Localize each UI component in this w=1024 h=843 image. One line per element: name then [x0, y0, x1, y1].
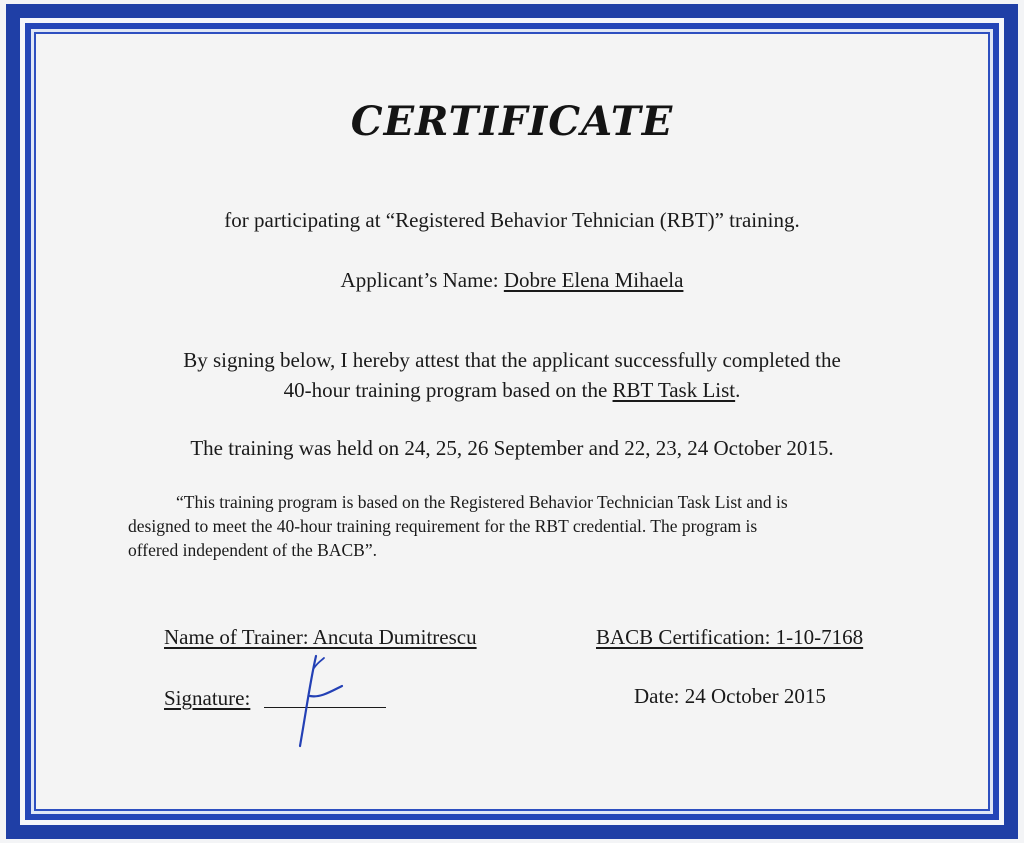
participation-line: for participating at “Registered Behavior Tehnician (RBT)” training.	[224, 208, 800, 232]
trainer-name: Name of Trainer: Ancuta Dumitrescu	[164, 625, 477, 649]
applicant-line	[0, 268, 1024, 293]
applicant-name: Dobre Elena Mihaela	[503, 268, 684, 292]
quote-line-2: designed to meet the 40-hour training requirement for the RBT credential. The program is	[128, 516, 758, 536]
handwritten-signature	[270, 652, 360, 752]
training-dates-line: The training was held on 24, 25, 26 September and 22, 23, 24 October 2015.	[190, 436, 834, 460]
rbt-task-list-reference: RBT Task List	[612, 378, 736, 402]
certificate-date: Date: 24 October 2015	[634, 684, 826, 708]
bacb-certification-number: BACB Certification: 1-10-7168	[596, 625, 864, 649]
attest-line-2-suffix: .	[735, 378, 741, 402]
attest-line-2-prefix: 40-hour training program based on the	[283, 378, 608, 402]
attest-line-2	[0, 378, 1024, 403]
quote-line-3: offered independent of the BACB”.	[128, 540, 377, 560]
certificate-title: CERTIFICATE	[350, 98, 674, 145]
quote-line-1: “This training program is based on the Registered Behavior Technician Task List and is	[176, 492, 788, 512]
attest-line-1: By signing below, I hereby attest that the applicant successfully completed the	[183, 348, 841, 372]
bacb-disclaimer-quote	[128, 490, 958, 562]
signature-label: Signature:	[164, 686, 251, 710]
applicant-label: Applicant’s Name:	[340, 268, 499, 292]
